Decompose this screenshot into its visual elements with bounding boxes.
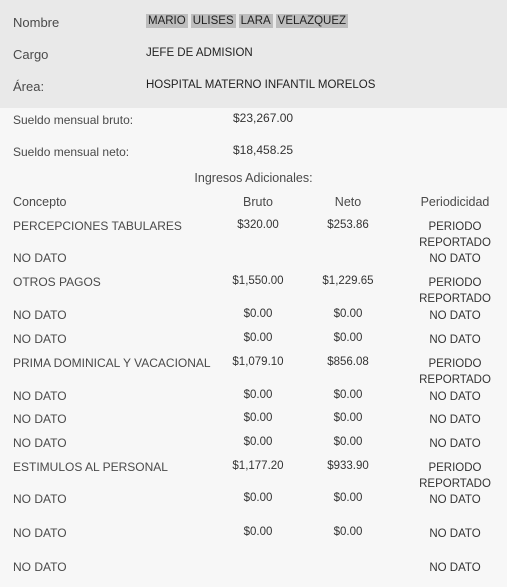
gross-cell: $0.00 [243,492,273,504]
gross-cell: $0.00 [243,332,273,344]
period-cell: PERIODO REPORTADO [419,277,491,305]
additional-income-title: Ingresos Adicionales: [194,171,313,185]
concept-cell: NO DATO [13,526,67,540]
concept-cell: NO DATO [13,389,67,403]
period-cell: NO DATO [429,562,481,574]
period-cell: PERIODO REPORTADO [419,358,491,386]
gross-cell: $1,079.10 [232,356,284,368]
header-net: Neto [334,195,362,209]
concept-cell: NO DATO [13,412,67,426]
concept-cell: OTROS PAGOS [13,275,101,289]
position-value: JEFE DE ADMISION [146,47,253,59]
net-cell: $0.00 [333,526,363,538]
gross-cell: $1,550.00 [232,275,284,287]
name-label: Nombre [13,15,60,30]
concept-cell: NO DATO [13,251,67,265]
name-part: VELAZQUEZ [277,15,347,27]
concept-cell: NO DATO [13,308,67,322]
net-cell: $0.00 [333,436,363,448]
net-salary-value: $18,458.25 [233,143,294,157]
gross-cell: $1,177.20 [232,460,284,472]
net-cell: $0.00 [333,389,363,401]
gross-salary-row [0,108,507,132]
gross-salary-label: Sueldo mensual bruto: [13,113,134,127]
name-row [0,8,507,38]
net-cell: $1,229.65 [322,275,374,287]
period-cell: NO DATO [429,334,481,346]
period-cell: NO DATO [429,438,481,450]
net-cell: $0.00 [333,308,363,320]
net-salary-label: Sueldo mensual neto: [13,145,130,159]
concept-cell: PRIMA DOMINICAL Y VACACIONAL [13,356,211,370]
period-cell: NO DATO [429,414,481,426]
net-cell: $933.90 [327,460,369,472]
name-part: LARA [240,15,271,27]
header-concept: Concepto [13,195,67,209]
net-cell: $0.00 [333,332,363,344]
gross-cell: $0.00 [243,436,273,448]
period-cell: PERIODO REPORTADO [419,462,491,490]
concept-cell: ESTIMULOS AL PERSONAL [13,460,168,474]
period-cell: NO DATO [429,310,481,322]
concept-cell: NO DATO [13,332,67,346]
name-value [146,15,351,27]
name-part: ULISES [192,15,234,27]
gross-salary-value: $23,267.00 [233,111,294,125]
area-value: HOSPITAL MATERNO INFANTIL MORELOS [146,79,376,91]
position-row [0,40,507,70]
concept-cell: PERCEPCIONES TABULARES [13,219,182,233]
area-label: Área: [13,79,45,94]
area-row [0,72,507,102]
employee-info-panel [0,0,507,108]
net-salary-row [0,140,507,164]
position-label: Cargo [13,47,49,62]
concept-cell: NO DATO [13,560,67,574]
period-cell: NO DATO [429,253,481,265]
net-cell: $253.86 [327,219,369,231]
net-cell: $0.00 [333,492,363,504]
gross-cell: $0.00 [243,526,273,538]
gross-cell: $0.00 [243,308,273,320]
net-cell: $856.08 [327,356,369,368]
concept-cell: NO DATO [13,436,67,450]
net-cell: $0.00 [333,412,363,424]
header-period: Periodicidad [420,195,490,209]
period-cell: NO DATO [429,391,481,403]
period-cell: NO DATO [429,494,481,506]
concept-cell: NO DATO [13,492,67,506]
period-cell: PERIODO REPORTADO [419,221,491,249]
header-gross: Bruto [243,195,273,209]
gross-cell: $0.00 [243,412,273,424]
gross-cell: $320.00 [237,219,279,231]
name-part: MARIO [148,15,186,27]
period-cell: NO DATO [429,528,481,540]
gross-cell: $0.00 [243,389,273,401]
